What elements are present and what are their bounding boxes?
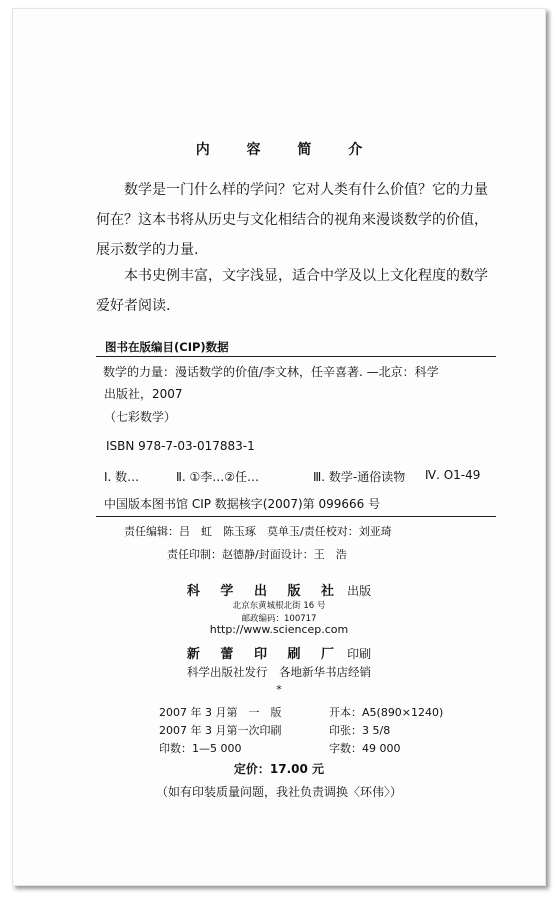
cip-line-1: 数学的力量：漫话数学的价值/李文林，任辛喜著. —北京：科学 bbox=[103, 365, 439, 379]
cip-top-rule bbox=[96, 356, 496, 357]
spec-print-run: 印数：1—5 000 bbox=[159, 742, 242, 755]
publisher-line bbox=[13, 580, 545, 599]
printer-line bbox=[13, 643, 545, 662]
publisher-address: 北京东黄城根北街 16 号 bbox=[232, 601, 326, 611]
spec-word-count: 字数：49 000 bbox=[329, 742, 401, 755]
publisher-suffix: 出版 bbox=[347, 584, 372, 598]
spec-edition: 2007 年 3 月第 一 版 bbox=[159, 706, 282, 719]
book-page bbox=[12, 8, 546, 886]
page-title: 内 容 简 介 bbox=[195, 142, 379, 158]
publisher-url: http://www.sciencep.com bbox=[209, 623, 349, 636]
separator-star: * bbox=[276, 683, 282, 696]
intro-paragraph-2: 本书史例丰富，文字浅显，适合中学及以上文化程度的数学爱好者阅读. bbox=[96, 268, 488, 314]
cip-record-number: 中国版本图书馆 CIP 数据核字(2007)第 099666 号 bbox=[104, 497, 381, 511]
cip-line-2: 出版社，2007 bbox=[104, 387, 183, 401]
cip-class-4: Ⅳ. O1-49 bbox=[425, 468, 481, 482]
cip-isbn: ISBN 978-7-03-017883-1 bbox=[106, 439, 255, 453]
credits-production: 责任印制：赵德静/封面设计：王 浩 bbox=[167, 548, 347, 561]
cip-bottom-rule bbox=[96, 516, 496, 517]
cip-series: （七彩数学） bbox=[104, 410, 177, 424]
publisher-name: 科 学 出 版 社 bbox=[186, 584, 342, 599]
printer-name: 新 蕾 印 刷 厂 bbox=[186, 647, 342, 662]
credits-editors: 责任编辑：吕 虹 陈玉琢 莫单玉/责任校对：刘亚琦 bbox=[124, 525, 392, 538]
cip-class-2: Ⅱ. ①李…②任… bbox=[176, 470, 260, 484]
intro-paragraph-1: 数学是一门什么样的学问？它对人类有什么价值？它的力量何在？这本书将从历史与文化相结合的视角来漫谈数学的价值，展示数学的力量. bbox=[96, 182, 488, 258]
spec-format: 开本：A5(890×1240) bbox=[329, 706, 444, 719]
spec-sheets: 印张：3 5/8 bbox=[329, 724, 391, 737]
cip-class-3: Ⅲ. 数学-通俗读物 bbox=[313, 470, 406, 484]
cip-class-1: Ⅰ. 数… bbox=[104, 470, 140, 484]
price: 定价：17.00 元 bbox=[233, 762, 325, 776]
cip-heading: 图书在版编目(CIP)数据 bbox=[105, 340, 229, 354]
spec-printing: 2007 年 3 月第一次印刷 bbox=[159, 724, 282, 737]
publisher-postcode: 邮政编码：100717 bbox=[241, 614, 317, 624]
distribution-line: 科学出版社发行 各地新华书店经销 bbox=[187, 665, 371, 679]
quality-notice: （如有印装质量问题，我社负责调换〈环伟〉） bbox=[155, 785, 402, 799]
printer-suffix: 印刷 bbox=[347, 647, 372, 661]
